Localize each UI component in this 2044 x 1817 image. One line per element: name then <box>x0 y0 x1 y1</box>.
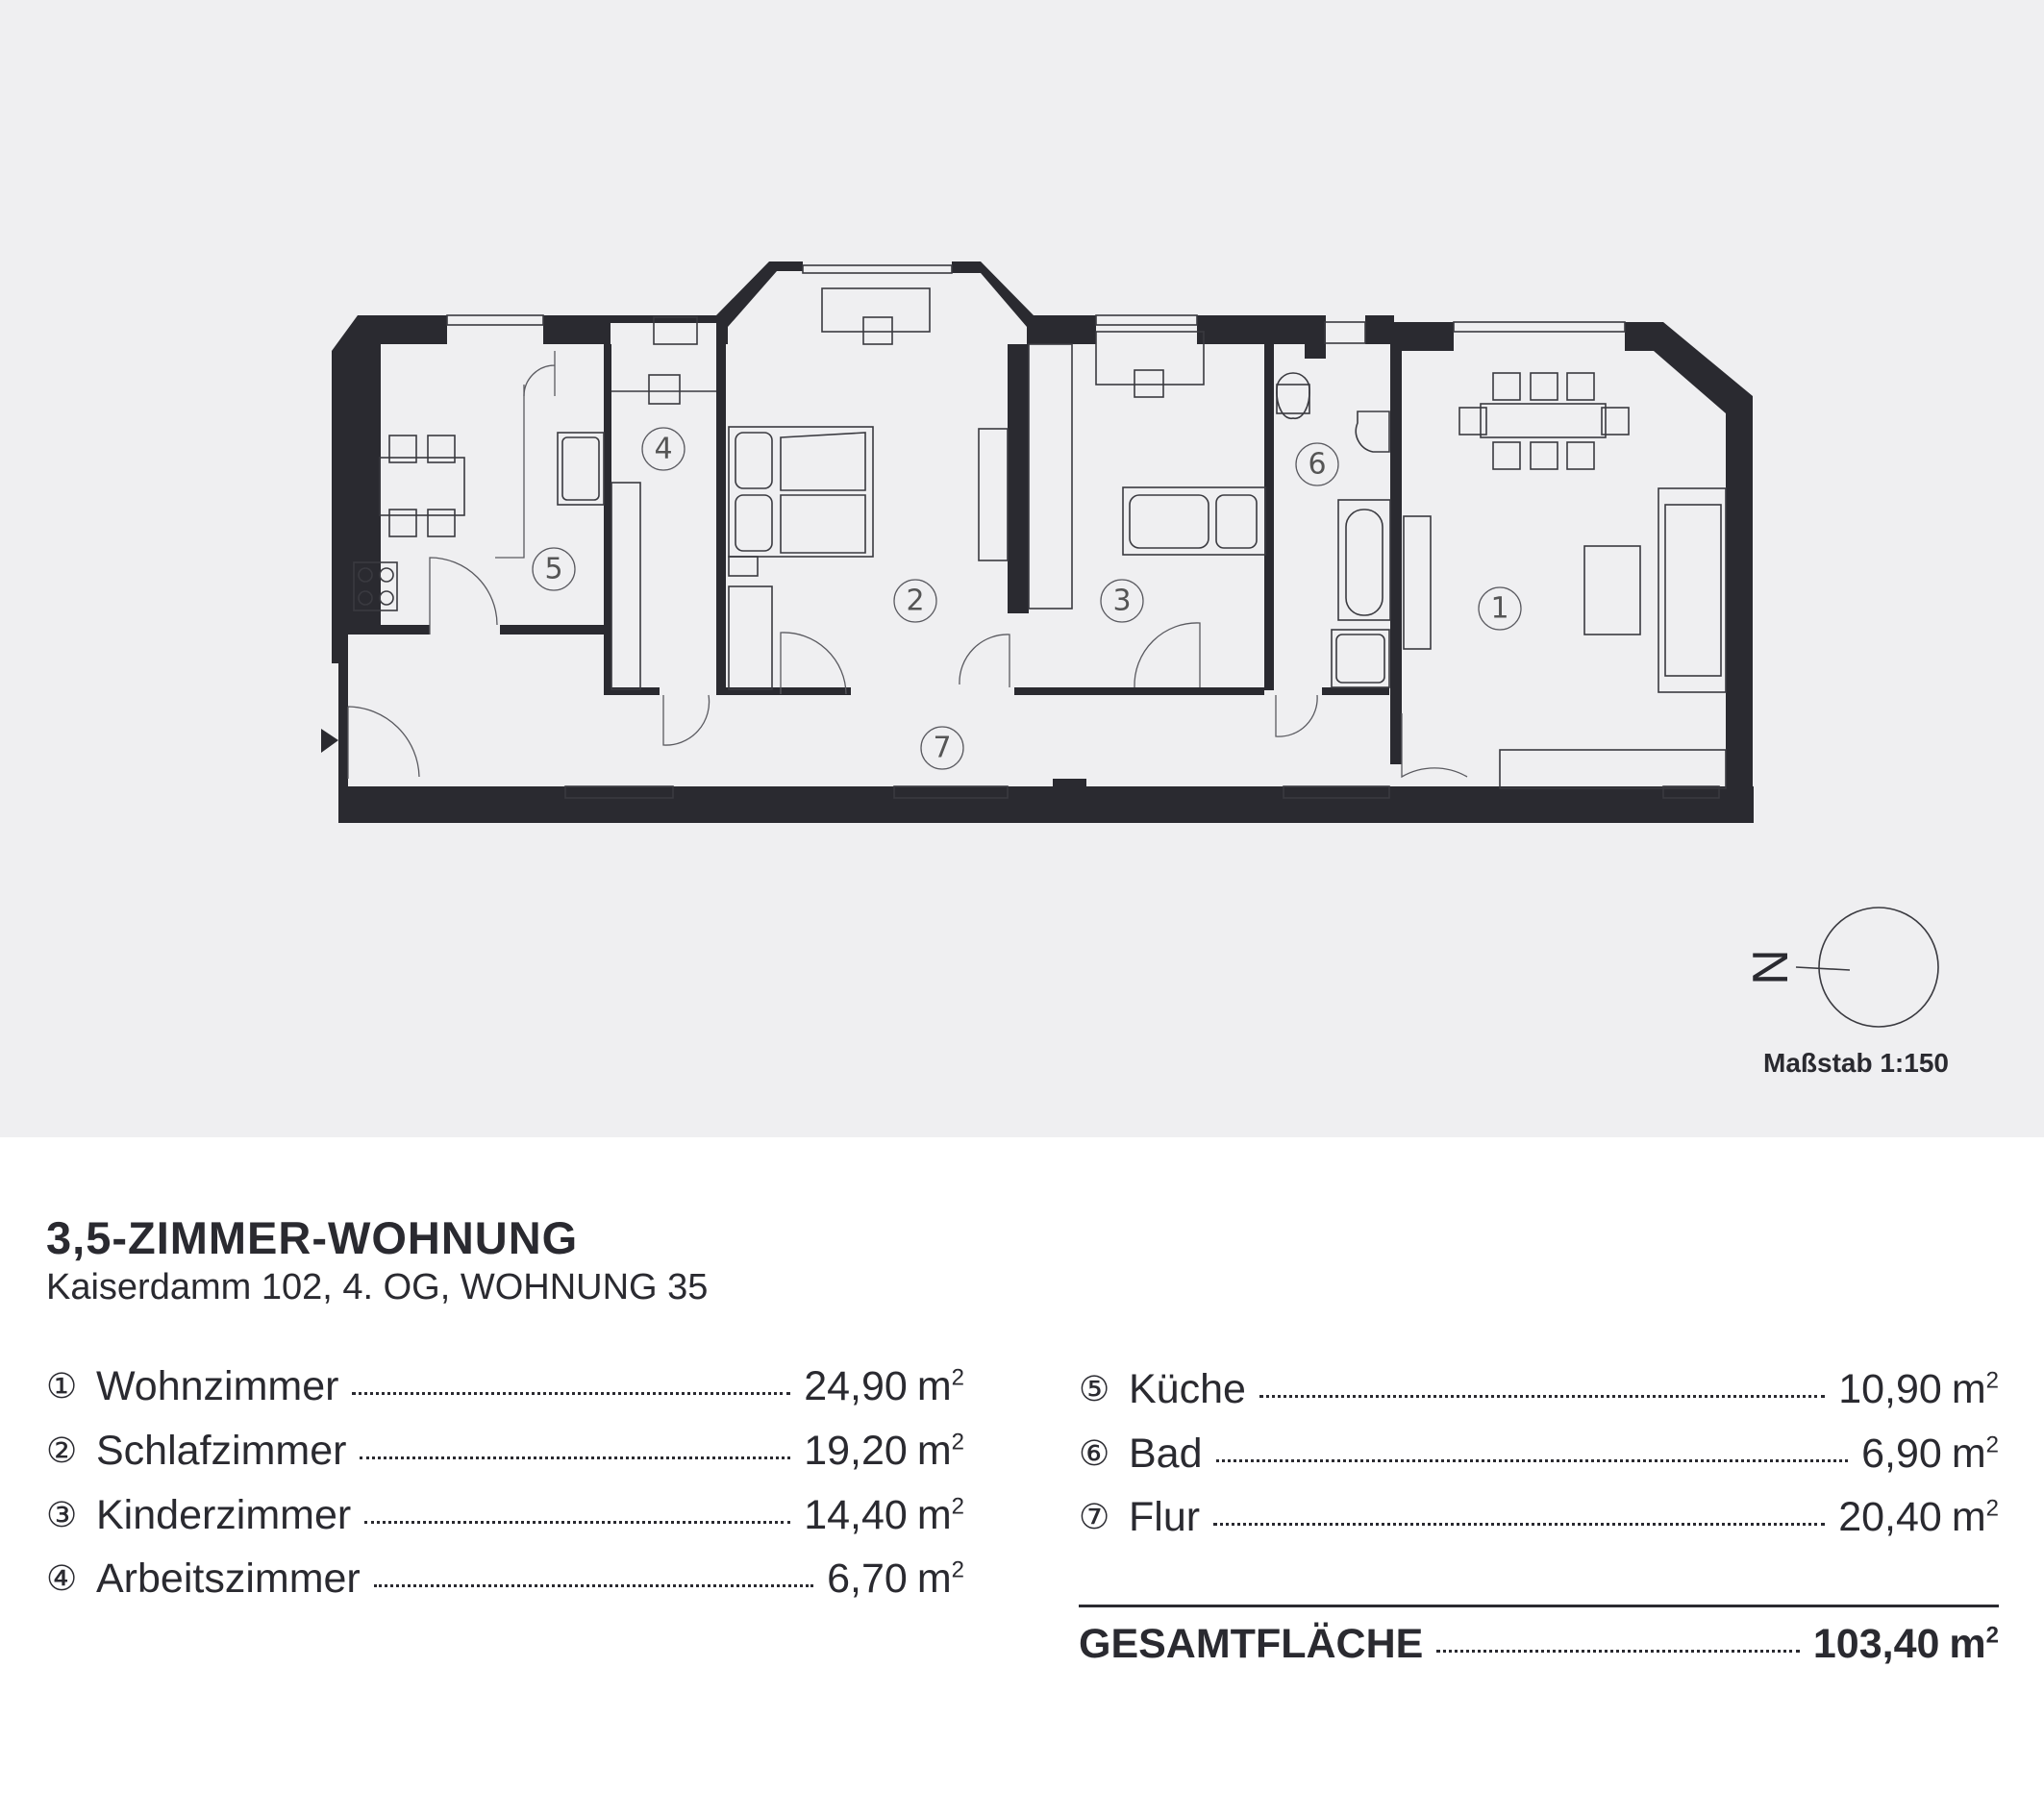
room-name: Küche <box>1129 1365 1246 1412</box>
area-value: 24,90 <box>804 1362 908 1409</box>
room-name: Kinderzimmer <box>96 1491 352 1538</box>
row-number: ④ <box>46 1558 78 1599</box>
windows <box>447 265 1719 798</box>
total-divider <box>1079 1605 1999 1607</box>
area-unit: $m^2$ <box>1951 1365 1999 1412</box>
total-row <box>1079 1615 1999 1673</box>
page-title: 3,5-ZIMMER-WOHNUNG <box>46 1212 579 1263</box>
area-row-arbeitszimmer <box>46 1550 964 1607</box>
doors <box>321 351 1467 779</box>
area-unit: $m^2$ <box>916 1362 964 1409</box>
area-unit: $m^2$ <box>916 1491 964 1538</box>
room-number-7: 7 <box>933 731 952 765</box>
area-unit: $m^2$ <box>916 1555 964 1602</box>
row-number: ⑥ <box>1079 1433 1110 1474</box>
total-value: 103,40 <box>1812 1620 1940 1667</box>
row-number: ③ <box>46 1495 78 1535</box>
dot-leader <box>374 1584 813 1587</box>
area-row-kinderzimmer <box>46 1486 964 1544</box>
area-value: 19,20 <box>804 1427 908 1474</box>
room-number-3: 3 <box>1112 584 1132 618</box>
row-number: ② <box>46 1431 78 1471</box>
row-number: ⑦ <box>1079 1497 1110 1537</box>
area-row-kueche <box>1079 1360 1999 1418</box>
walls <box>332 261 1754 823</box>
area-unit: $m^2$ <box>1951 1430 1999 1477</box>
room-number-1: 1 <box>1490 591 1509 626</box>
area-value: 10,90 <box>1838 1365 1942 1412</box>
area-row-wohnzimmer <box>46 1357 964 1415</box>
room-name: Arbeitszimmer <box>96 1555 361 1602</box>
dot-leader <box>352 1392 790 1395</box>
room-name: Bad <box>1129 1430 1203 1477</box>
dot-leader <box>1259 1395 1825 1398</box>
dot-leader <box>1216 1459 1849 1462</box>
furniture <box>354 288 1726 788</box>
room-name: Wohnzimmer <box>96 1362 339 1409</box>
room-name: Schlafzimmer <box>96 1427 347 1474</box>
area-unit: $m^2$ <box>916 1427 964 1474</box>
area-unit: $m^2$ <box>1949 1620 1999 1667</box>
room-number-4: 4 <box>654 432 673 466</box>
room-number-5: 5 <box>544 552 563 586</box>
total-label: GESAMTFLÄCHE <box>1079 1620 1424 1667</box>
area-row-schlafzimmer <box>46 1422 964 1480</box>
room-name: Flur <box>1129 1493 1201 1540</box>
north-arrow <box>1743 908 1938 1027</box>
scale-label: Maßstab 1:150 <box>1763 1048 1949 1078</box>
dot-leader <box>360 1456 790 1459</box>
room-number-6: 6 <box>1308 447 1327 482</box>
area-value: 6,70 <box>827 1555 908 1602</box>
area-value: 6,90 <box>1861 1430 1942 1477</box>
dot-leader <box>364 1521 790 1524</box>
area-unit: $m^2$ <box>1951 1493 1999 1540</box>
dot-leader <box>1213 1523 1825 1526</box>
area-row-flur <box>1079 1488 1999 1546</box>
room-number-2: 2 <box>906 584 925 618</box>
area-value: 14,40 <box>804 1491 908 1538</box>
dot-leader <box>1436 1650 1800 1653</box>
area-value: 20,40 <box>1838 1493 1942 1540</box>
north-label: N <box>1743 949 1799 985</box>
address: Kaiserdamm 102, 4. OG, WOHNUNG 35 <box>46 1267 709 1307</box>
row-number: ① <box>46 1366 78 1406</box>
area-row-bad <box>1079 1425 1999 1482</box>
row-number: ⑤ <box>1079 1369 1110 1409</box>
